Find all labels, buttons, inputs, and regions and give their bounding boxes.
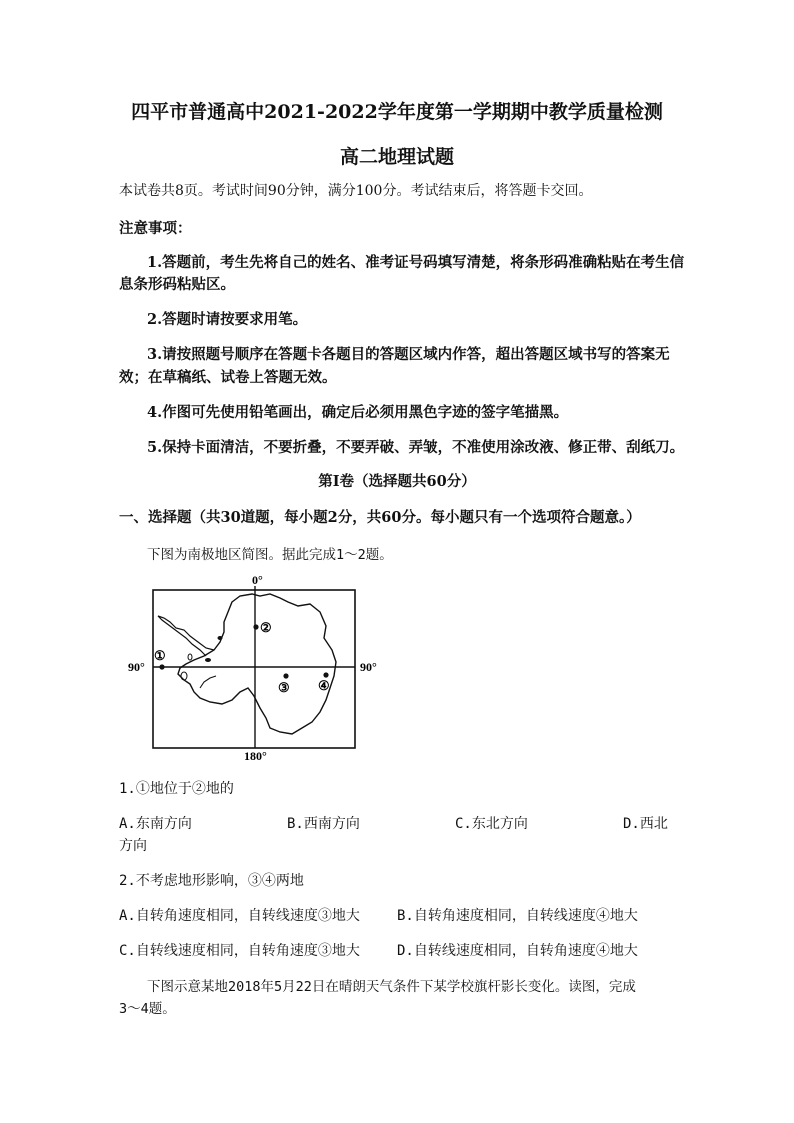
notice-item-1: 1.答题前，考生先将自己的姓名、准考证号码填写清楚，将条形码准确粘贴在考生信	[147, 254, 685, 271]
island-mark	[188, 654, 192, 660]
label-180-degree: 180°	[244, 749, 267, 763]
exam-intro: 本试卷共8页。考试时间90分钟，满分100分。考试结束后，将答题卡交回。	[119, 183, 593, 199]
question-1-option-a: A.东南方向	[119, 816, 192, 832]
exam-title: 四平市普通高中2021-2022学年度第一学期期中教学质量检测	[131, 101, 663, 123]
figure2-caption-cont: 3～4题。	[119, 1001, 176, 1017]
ross-coast	[200, 676, 216, 688]
question-1-option-d: D.西北	[623, 816, 668, 832]
label-0-degree: 0°	[252, 573, 263, 587]
location-dot-4	[323, 672, 328, 677]
label-90-left: 90°	[128, 660, 145, 674]
figure2-caption: 下图示意某地2018年5月22日在晴朗天气条件下某学校旗杆影长变化。读图，完成	[147, 979, 636, 995]
island-mark	[181, 672, 187, 680]
label-point-3: ③	[278, 680, 290, 695]
question-2-option-a: A.自转角速度相同，自转线速度③地大	[119, 908, 360, 924]
notice-item-3-cont: 效；在草稿纸、试卷上答题无效。	[119, 369, 337, 386]
question-2-option-b: B.自转角速度相同，自转线速度④地大	[397, 908, 638, 924]
question-1-option-c: C.东北方向	[455, 816, 528, 832]
label-point-2: ②	[260, 620, 272, 635]
location-dot-3	[283, 673, 288, 678]
notice-item-5: 5.保持卡面清洁，不要折叠，不要弄破、弄皱，不准使用涂改液、修正带、刮纸刀。	[147, 439, 685, 456]
notice-item-3: 3.请按照题号顺序在答题卡各题目的答题区域内作答，超出答题区域书写的答案无	[147, 346, 670, 363]
question-1-option-b: B.西南方向	[287, 816, 360, 832]
question-1-stem: 1.①地位于②地的	[119, 781, 234, 797]
antarctica-map	[120, 572, 390, 764]
label-point-4: ④	[318, 678, 330, 693]
label-point-1: ①	[154, 648, 166, 663]
antarctica-map-svg	[120, 572, 390, 764]
map-frame	[153, 590, 355, 748]
antarctic-peninsula	[158, 616, 214, 656]
notice-item-1-cont: 息条形码粘贴区。	[119, 276, 235, 293]
section-part-heading: 一、选择题（共30道题，每小题2分，共60分。每小题只有一个选项符合题意。）	[119, 509, 641, 526]
exam-subtitle: 高二地理试题	[339, 146, 454, 168]
notice-item-4: 4.作图可先使用铅笔画出，确定后必须用黑色字迹的签字笔描黑。	[147, 404, 569, 421]
location-dot-2	[253, 624, 258, 629]
antarctica-outline	[178, 594, 336, 734]
question-1-option-d-cont: 方向	[119, 838, 147, 854]
question-2-stem: 2.不考虑地形影响，③④两地	[119, 873, 304, 889]
location-dot-1	[159, 664, 164, 669]
notice-heading: 注意事项：	[119, 220, 192, 237]
section-title: 第Ⅰ卷（选择题共60分）	[318, 473, 476, 490]
question-2-option-d: D.自转线速度相同，自转角速度④地大	[397, 943, 638, 959]
question-2-option-c: C.自转线速度相同，自转角速度③地大	[119, 943, 360, 959]
label-90-right: 90°	[360, 660, 377, 674]
island-mark	[205, 658, 211, 662]
notice-item-2: 2.答题时请按要求用笔。	[147, 311, 308, 328]
figure1-caption: 下图为南极地区简图。据此完成1～2题。	[147, 547, 393, 563]
island-mark	[218, 636, 223, 640]
